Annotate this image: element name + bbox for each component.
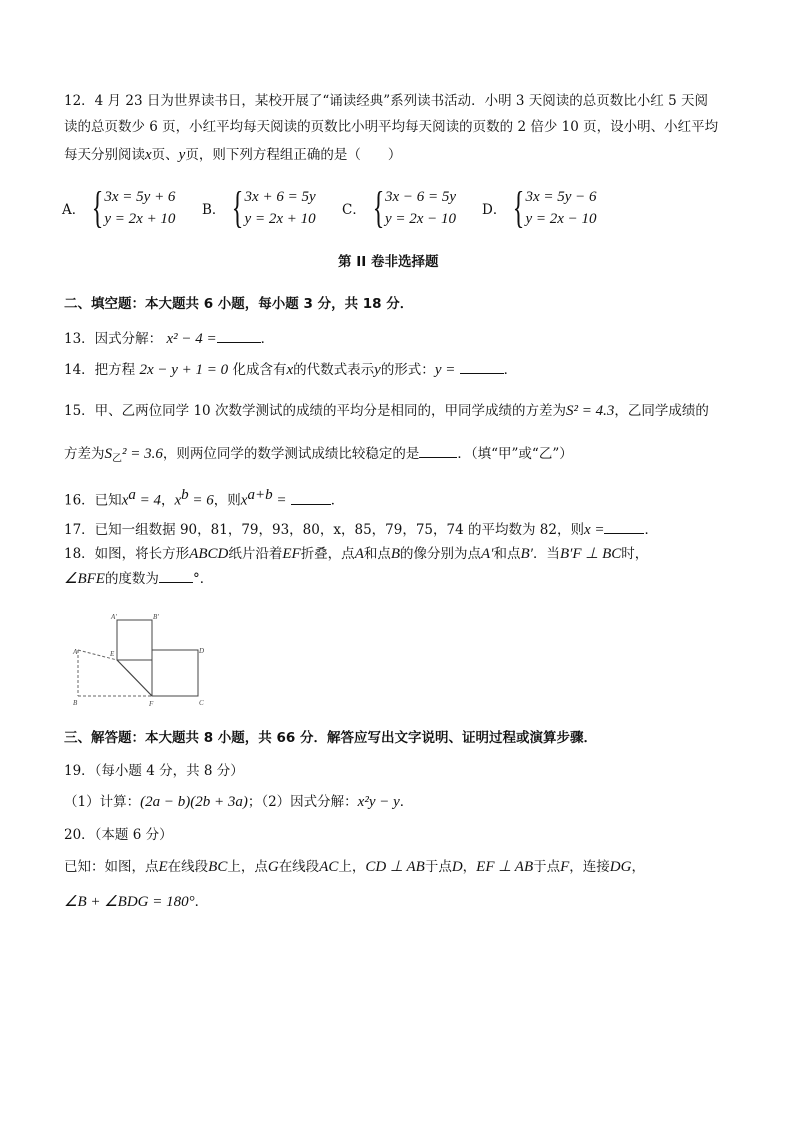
fig-label-c: C [199,699,204,707]
part2-title: 第 II 卷非选择题 [338,254,439,270]
fig-label-e: E [110,650,115,658]
q18-answer-blank[interactable] [159,569,193,583]
fig-label-f: F [149,700,154,708]
q17-answer-blank[interactable] [604,520,644,534]
q15-line1: 15．甲、乙两位同学 10 次数学测试的成绩的平均分是相同的，甲同学成绩的方差为S² = 4.3，乙同学成绩的 [64,403,709,419]
fig-label-b2: B' [153,613,159,621]
q12-option-c[interactable]: C． { 3x − 6 = 5y y = 2x − 10 [342,183,457,232]
q12-option-b[interactable]: B． { 3x + 6 = 5y y = 2x + 10 [202,183,316,232]
q12-line2: 读的总页数少 6 页，小红平均每天阅读的页数比小明平均每天阅读的页数的 2 倍少 10 页，设小明、小红平均 [64,119,719,135]
q12-option-d[interactable]: D． { 3x = 5y − 6 y = 2x − 10 [482,183,597,232]
q19-head: 19．（每小题 4 分，共 8 分） [64,763,244,779]
q20-line1: 已知：如图，点E在线段BC上，点G在线段AC上，CD ⊥ AB于点D，EF ⊥ AB于点F，连接DG， [64,859,645,875]
section2-header: 二、填空题：本大题共 6 小题，每小题 3 分，共 18 分． [64,296,414,312]
q13: 13．因式分解： x² − 4 = ． [64,331,275,347]
q18-line1: 18．如图，将长方形ABCD纸片沿着EF折叠，点A和点B的像分别为点A′和点B′．当B′F ⊥ BC时， [64,546,649,562]
q18-line2: ∠BFE的度数为 °． [64,571,214,587]
q20-line2: ∠B + ∠BDG = 180°． [64,894,209,910]
q12-line1: 12．4 月 23 日为世界读书日，某校开展了“诵读经典”系列读书活动．小明 3 天阅读的总页数比小红 5 天阅 [64,93,708,109]
q14-answer-blank[interactable] [460,360,504,374]
q15-answer-blank[interactable] [419,444,457,458]
q20-head: 20．（本题 6 分） [64,827,173,843]
q12-option-a[interactable]: A． { 3x = 5y + 6 y = 2x + 10 [62,183,176,232]
q16: 16．已知$x^a = 4$，$x^b = 6$，则$x^{a+b}$ = ． [64,487,345,509]
q12-line3: 每天分别阅读x页、y页，则下列方程组正确的是（ ） [64,147,402,163]
q16-answer-blank[interactable] [291,491,331,505]
q19-body: （1）计算：(2a − b)(2b + 3a)；（2）因式分解：x²y − y． [64,794,414,810]
q17: 17．已知一组数据 90，81，79，93，80，x，85，79，75，74 的平均数为 82，则x = ． [64,522,658,538]
section3-header: 三、解答题：本大题共 8 小题，共 66 分．解答应写出文字说明、证明过程或演算步骤． [64,730,597,746]
fig-label-b: B [73,699,78,707]
q18-folded-rectangle-figure [70,610,220,710]
q13-answer-blank[interactable] [217,329,261,343]
fig-label-a2: A' [111,613,117,621]
fig-label-a: A [73,648,78,656]
q14: 14．把方程 2x − y + 1 = 0 化成含有x的代数式表示y的形式：y = ． [64,362,518,378]
q15-line2: 方差为$S_乙^2 = 3.6$，则两位同学的数学测试成绩比较稳定的是 ．（填“甲”或“乙”） [64,446,573,465]
fig-label-d: D [199,647,205,655]
